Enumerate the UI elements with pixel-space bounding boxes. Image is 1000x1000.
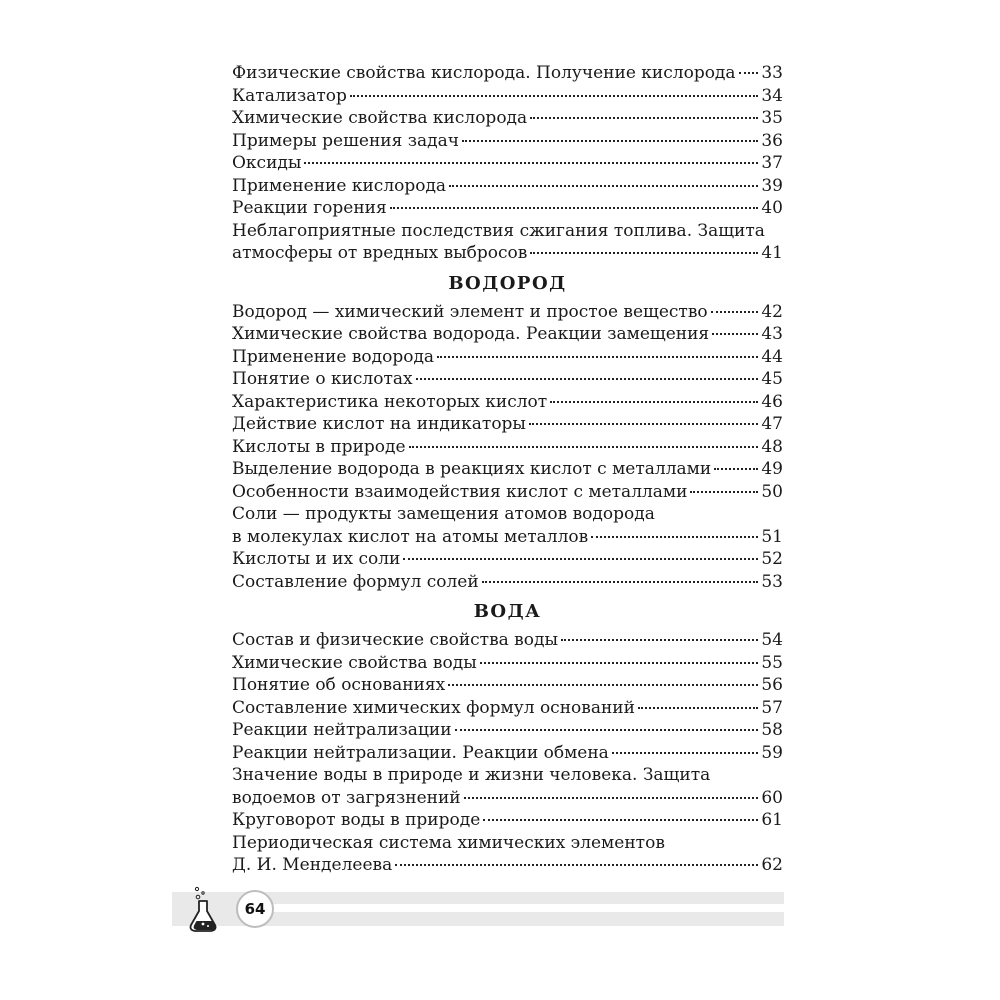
toc-entry-page: 60	[761, 787, 783, 808]
toc-entry	[232, 809, 783, 832]
toc-entry-row	[232, 301, 783, 324]
toc-entry-row	[232, 697, 783, 720]
toc-entry-page: 59	[761, 742, 783, 763]
toc-entry	[232, 368, 783, 391]
toc-entry-title: в молекулах кислот на атомы металлов	[232, 526, 589, 547]
toc-entry	[232, 197, 783, 220]
toc-entry-title: Кислоты в природе	[232, 436, 406, 457]
toc-entry	[232, 674, 783, 697]
toc-entry-page: 56	[761, 675, 783, 695]
toc-entry-row	[232, 674, 783, 697]
toc-entry-title-line: Неблагоприятные последствия сжигания топлива. Защита	[232, 220, 765, 241]
dot-leader	[638, 707, 758, 709]
toc-entry-page: 62	[761, 855, 783, 875]
table-of-contents	[232, 62, 783, 877]
toc-entry-title: Физические свойства кислорода. Получение кислорода	[232, 63, 736, 83]
toc-entry-title: Реакции нейтрализации. Реакции обмена	[232, 742, 609, 763]
dot-leader	[529, 423, 758, 425]
toc-entry	[232, 458, 783, 481]
toc-entry-row	[232, 742, 783, 765]
toc-entry	[232, 742, 783, 765]
toc-entry-page: 52	[761, 549, 783, 569]
toc-entry-page: 44	[761, 346, 783, 367]
dot-leader	[561, 639, 758, 641]
toc-entry-row	[232, 197, 783, 220]
toc-entry-title: Применение кислорода	[232, 175, 447, 196]
toc-entry	[232, 481, 783, 504]
dot-leader	[712, 333, 758, 335]
toc-entry	[232, 764, 783, 809]
toc-entry-title: Понятие о кислотах	[232, 369, 413, 389]
toc-entry-page: 41	[761, 243, 783, 263]
dot-leader	[403, 558, 758, 560]
dot-leader	[416, 378, 759, 380]
toc-entry	[232, 130, 783, 153]
toc-entry-page: 33	[761, 63, 783, 83]
toc-entry	[232, 346, 783, 369]
toc-entry-row	[232, 436, 783, 459]
toc-entry-title: Химические свойства кислорода	[232, 108, 528, 128]
toc-entry	[232, 107, 783, 130]
dot-leader	[480, 662, 759, 664]
toc-entry-page: 58	[761, 720, 783, 740]
toc-entry	[232, 323, 783, 346]
page-number: 64	[236, 890, 274, 928]
toc-entry-title: Водород — химический элемент и простое вещество	[232, 301, 708, 322]
toc-entry-title: атмосферы от вредных выбросов	[232, 243, 528, 263]
dot-leader	[464, 797, 759, 799]
toc-entry-page: 42	[761, 301, 783, 322]
toc-entry-page: 43	[761, 324, 783, 344]
dot-leader	[483, 819, 758, 821]
toc-entry-row	[232, 787, 783, 810]
dot-leader	[448, 684, 758, 686]
toc-entry-page: 61	[761, 810, 783, 830]
flask-icon	[188, 886, 222, 934]
dot-leader	[482, 581, 759, 583]
toc-entry-title: Составление химических формул оснований	[232, 697, 635, 718]
dot-leader	[591, 536, 758, 538]
toc-entry-title: Характеристика некоторых кислот	[232, 391, 548, 412]
toc-entry	[232, 503, 783, 548]
toc-entry-page: 40	[761, 198, 783, 218]
toc-entry-title: Оксиды	[232, 153, 302, 173]
dot-leader	[714, 468, 758, 470]
toc-entry-page: 36	[761, 130, 783, 151]
toc-entry-title: Действие кислот на индикаторы	[232, 414, 526, 434]
toc-entry-page: 48	[761, 436, 783, 457]
toc-entry-title: Химические свойства водорода. Реакции замещения	[232, 324, 710, 344]
toc-entry	[232, 85, 783, 108]
toc-entry-row	[232, 346, 783, 369]
toc-entry-page: 49	[761, 459, 783, 479]
toc-entry-row	[232, 809, 783, 832]
footer-divider	[272, 904, 784, 912]
toc-entry-title: водоемов от загрязнений	[232, 787, 461, 808]
toc-entry	[232, 629, 783, 652]
dot-leader	[711, 311, 759, 313]
dot-leader	[739, 72, 759, 74]
toc-entry-title: Применение водорода	[232, 346, 435, 367]
toc-entry-row	[232, 629, 783, 652]
toc-entry	[232, 697, 783, 720]
dot-leader	[690, 491, 758, 493]
toc-entry	[232, 301, 783, 324]
dot-leader	[350, 95, 758, 97]
toc-entry-row	[232, 571, 783, 594]
toc-entry-row	[232, 458, 783, 481]
toc-entry	[232, 152, 783, 175]
section-heading: ВОДОРОД	[448, 272, 567, 294]
toc-entry-title: Кислоты и их соли	[232, 549, 401, 569]
toc-entry-row	[232, 62, 783, 85]
toc-entry-title: Состав и физические свойства воды	[232, 630, 558, 650]
toc-entry-title: Круговорот воды в природе	[232, 810, 481, 830]
toc-entry-row	[232, 85, 783, 108]
toc-entry-page: 39	[761, 175, 783, 196]
dot-leader	[530, 252, 758, 254]
toc-entry-title: Катализатор	[232, 85, 347, 106]
toc-entry-row	[232, 242, 783, 265]
toc-entry	[232, 652, 783, 675]
toc-entry	[232, 832, 783, 877]
toc-entry-row	[232, 413, 783, 436]
toc-entry-page: 55	[761, 652, 783, 673]
toc-entry-page: 50	[761, 481, 783, 502]
toc-entry-page: 57	[761, 697, 783, 718]
toc-entry-title-line: Значение воды в природе и жизни человека. Защита	[232, 765, 711, 785]
toc-entry-page: 46	[761, 391, 783, 412]
toc-entry-title-line: Периодическая система химических элементов	[232, 832, 665, 853]
toc-entry-row	[232, 481, 783, 504]
toc-entry-title: Составление формул солей	[232, 571, 479, 592]
dot-leader	[390, 207, 759, 209]
dot-leader	[530, 117, 758, 119]
toc-entry	[232, 548, 783, 571]
dot-leader	[409, 446, 759, 448]
toc-entry-page: 53	[761, 571, 783, 592]
toc-entry	[232, 436, 783, 459]
toc-entry-row	[232, 152, 783, 175]
toc-entry-page: 54	[761, 630, 783, 650]
dot-leader	[462, 140, 758, 142]
toc-entry	[232, 220, 783, 265]
toc-entry-title: Химические свойства воды	[232, 652, 477, 673]
dot-leader	[437, 356, 758, 358]
toc-entry-row	[232, 175, 783, 198]
section-heading: ВОДА	[473, 601, 542, 622]
toc-entry-title: Реакции горения	[232, 198, 387, 218]
toc-entry-page: 47	[761, 414, 783, 434]
dot-leader	[550, 401, 758, 403]
toc-entry	[232, 719, 783, 742]
toc-entry	[232, 62, 783, 85]
toc-entry-title: Особенности взаимодействия кислот с металлами	[232, 481, 688, 502]
toc-entry-row	[232, 652, 783, 675]
toc-entry-page: 51	[761, 526, 783, 547]
dot-leader	[449, 185, 758, 187]
toc-entry	[232, 175, 783, 198]
toc-entry-row	[232, 323, 783, 346]
toc-entry-page: 35	[761, 108, 783, 128]
toc-entry	[232, 413, 783, 436]
toc-entry	[232, 571, 783, 594]
toc-entry-row	[232, 719, 783, 742]
toc-entry-page: 34	[761, 85, 783, 106]
toc-entry-page: 45	[761, 369, 783, 389]
toc-entry-title-line: Соли — продукты замещения атомов водорода	[232, 504, 655, 524]
toc-entry-row	[232, 548, 783, 571]
toc-entry-row	[232, 130, 783, 153]
toc-entry-row	[232, 854, 783, 877]
toc-entry-title: Д. И. Менделеева	[232, 855, 393, 875]
toc-entry-row	[232, 526, 783, 549]
dot-leader	[612, 752, 759, 754]
dot-leader	[395, 864, 758, 866]
toc-entry-title: Реакции нейтрализации	[232, 720, 452, 740]
toc-entry-row	[232, 391, 783, 414]
page-footer	[172, 886, 784, 936]
toc-entry-row	[232, 107, 783, 130]
toc-entry-row	[232, 368, 783, 391]
dot-leader	[455, 729, 759, 731]
dot-leader	[304, 162, 758, 164]
toc-entry-title: Выделение водорода в реакциях кислот с металлами	[232, 459, 712, 479]
toc-entry-title: Примеры решения задач	[232, 130, 459, 151]
toc-entry-page: 37	[761, 153, 783, 173]
toc-entry	[232, 391, 783, 414]
toc-entry-title: Понятие об основаниях	[232, 675, 446, 695]
